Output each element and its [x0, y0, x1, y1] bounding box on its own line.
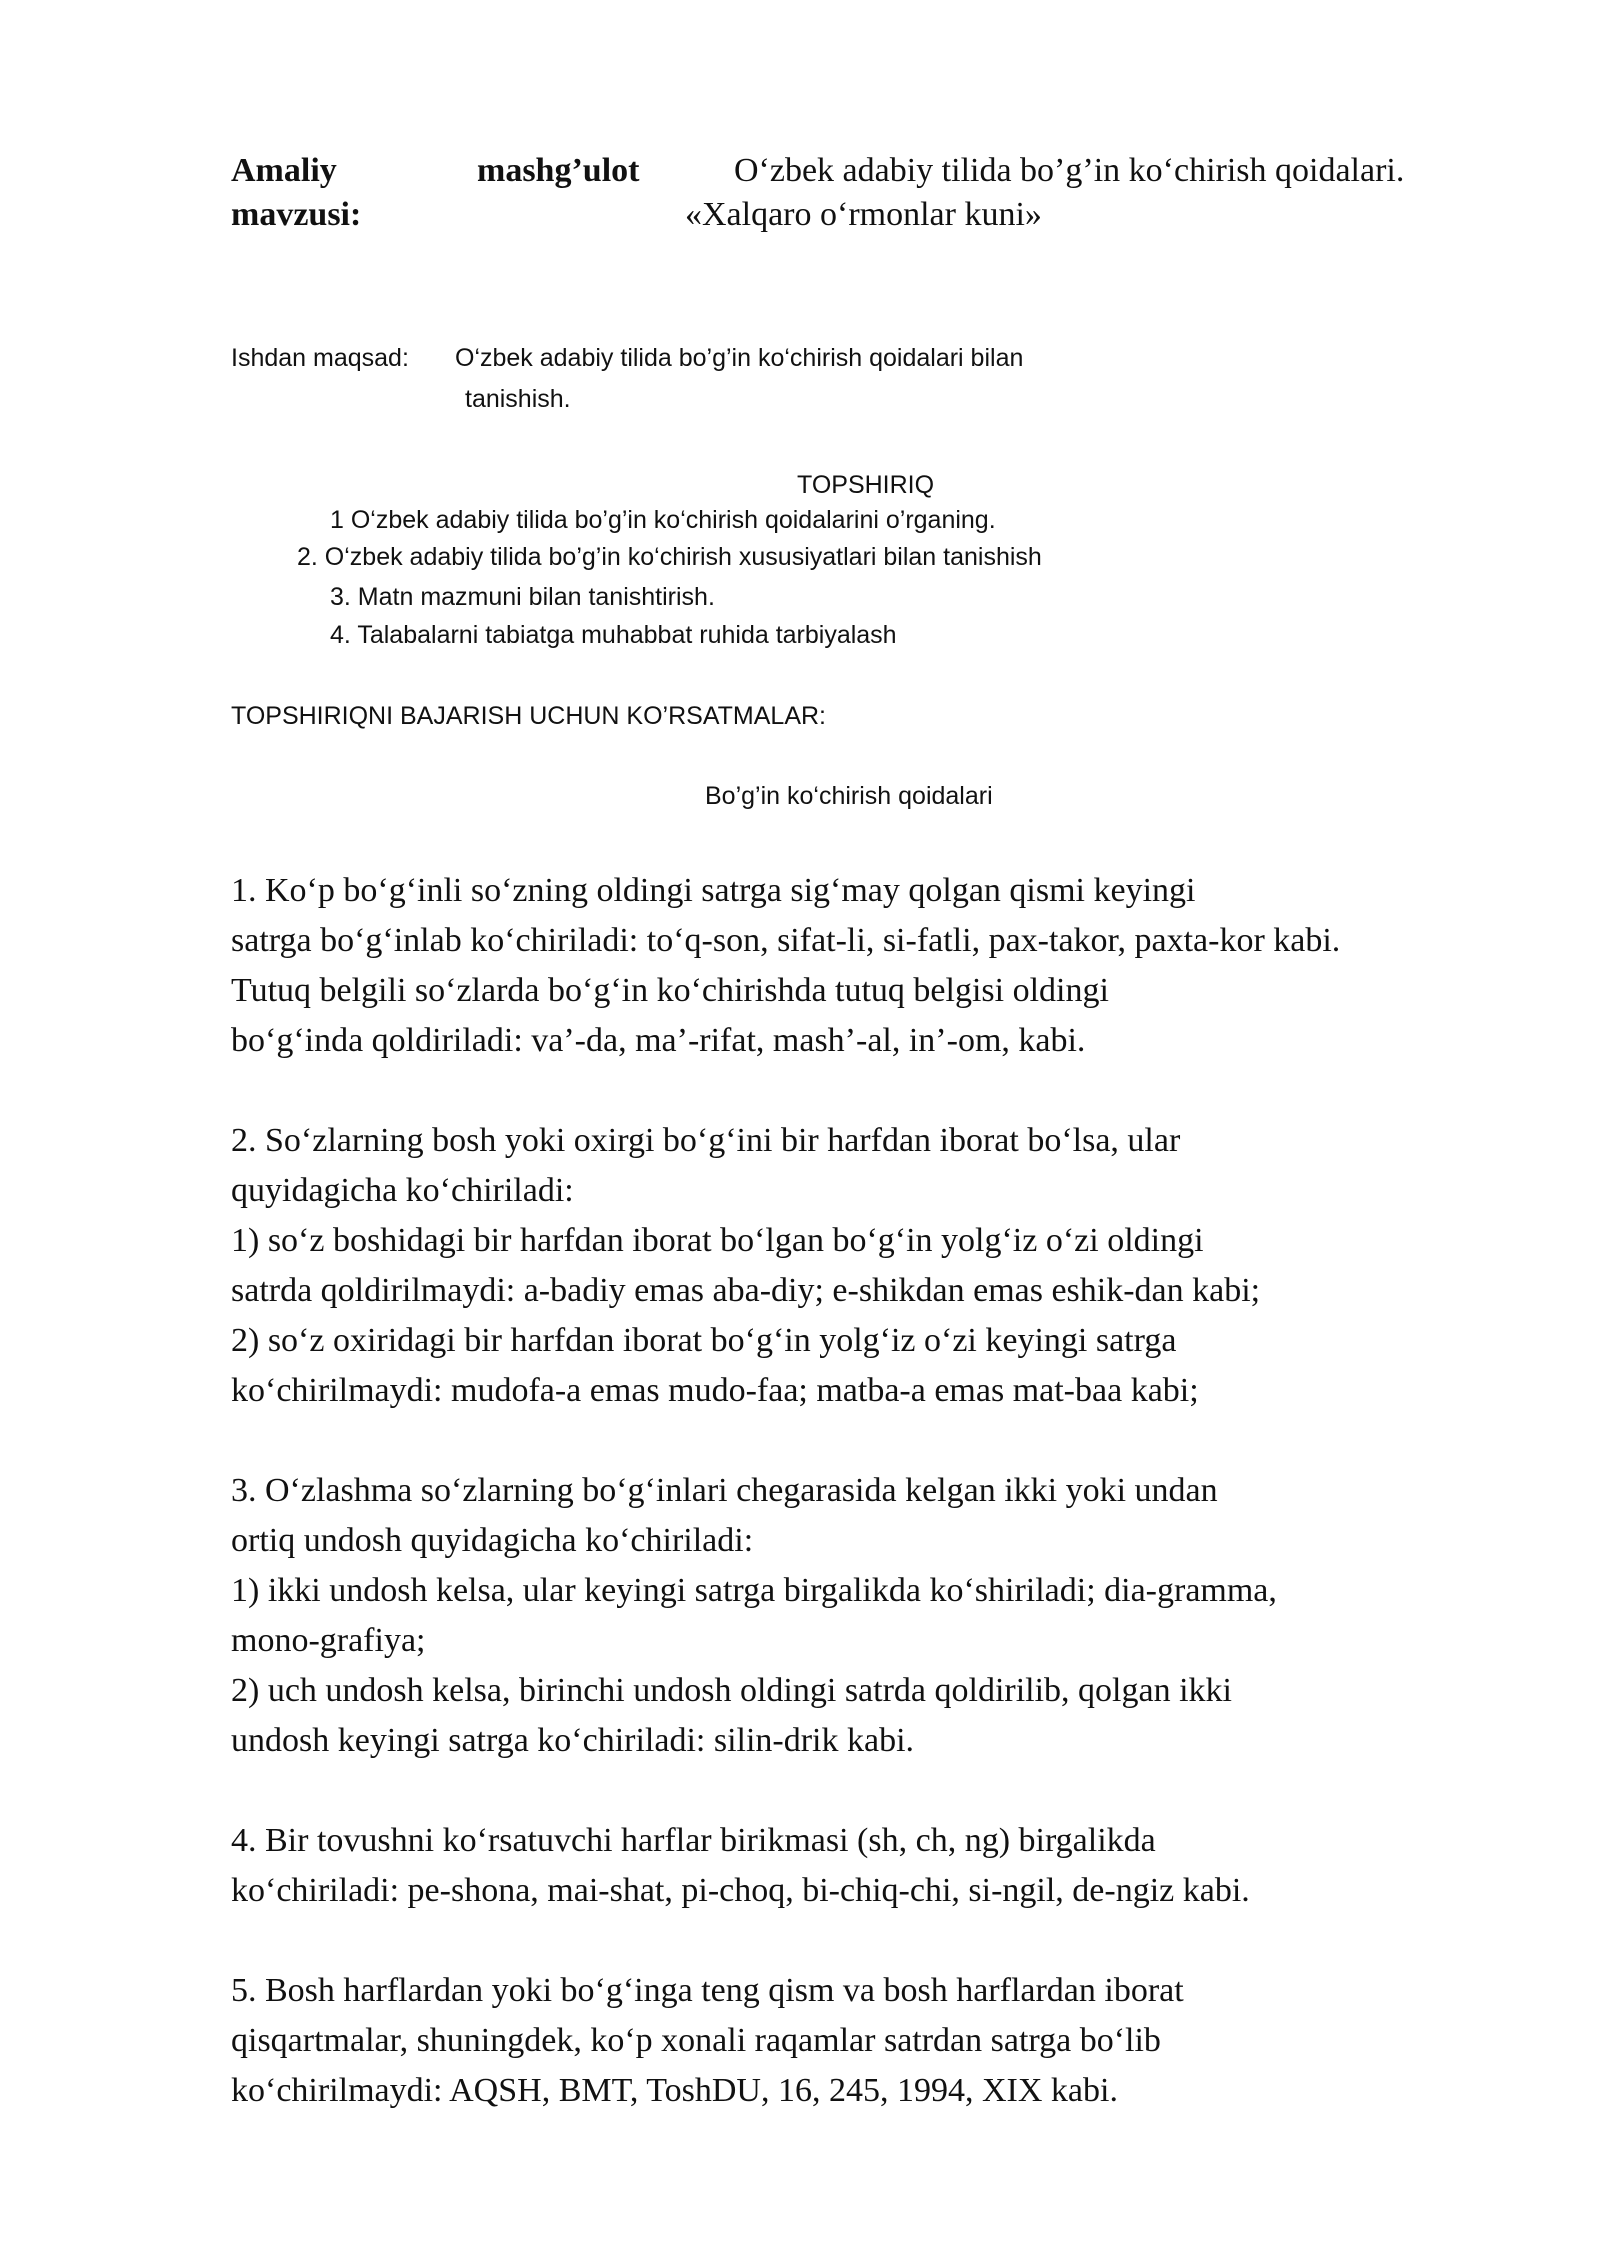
- goal-text-line-2: tanishish.: [465, 385, 571, 413]
- rule-line: 5. Bosh harflardan yoki bo‘g‘inga teng qism va bosh harflardan iborat: [231, 1972, 1184, 2009]
- rules-heading: Bo’g’in ko‘chirish qoidalari: [705, 782, 993, 810]
- rule-line: 2) uch undosh kelsa, birinchi undosh oldingi satrda qoldirilib, qolgan ikki: [231, 1672, 1232, 1709]
- rule-line: ko‘chirilmaydi: mudofa-a emas mudo-faa; matba-a emas mat-baa kabi;: [231, 1372, 1199, 1409]
- theme-title-line-1: O‘zbek adabiy tilida bo’g’in ko‘chirish qoidalari.: [734, 152, 1405, 189]
- rule-line: 1) so‘z boshidagi bir harfdan iborat bo‘lgan bo‘g‘in yolg‘iz o‘zi oldingi: [231, 1222, 1204, 1259]
- rule-line: ko‘chirilmaydi: AQSH, BMT, ToshDU, 16, 245, 1994, XIX kabi.: [231, 2072, 1118, 2109]
- rule-line: qisqartmalar, shuningdek, ko‘p xonali raqamlar satrdan satrga bo‘lib: [231, 2022, 1161, 2059]
- task-item-2: 2. O‘zbek adabiy tilida bo’g’in ko‘chirish xususiyatlari bilan tanishish: [297, 543, 1042, 571]
- theme-label-word-amaliy: Amaliy: [231, 152, 337, 189]
- rule-line: 2. So‘zlarning bosh yoki oxirgi bo‘g‘ini bir harfdan iborat bo‘lsa, ular: [231, 1122, 1181, 1159]
- rule-line: bo‘g‘inda qoldiriladi: va’-da, ma’-rifat, mash’-al, in’-om, kabi.: [231, 1022, 1086, 1059]
- theme-title-line-2: «Xalqaro o‘rmonlar kuni»: [685, 196, 1042, 233]
- rule-line: 3. O‘zlashma so‘zlarning bo‘g‘inlari chegarasida kelgan ikki yoki undan: [231, 1472, 1218, 1509]
- rule-line: Tutuq belgili so‘zlarda bo‘g‘in ko‘chirishda tutuq belgisi oldingi: [231, 972, 1109, 1009]
- rule-line: mono-grafiya;: [231, 1622, 426, 1659]
- rule-line: 4. Bir tovushni ko‘rsatuvchi harflar birikmasi (sh, ch, ng) birgalikda: [231, 1822, 1156, 1859]
- theme-label-word-mavzusi: mavzusi:: [231, 196, 362, 233]
- task-item-3: 3. Matn mazmuni bilan tanishtirish.: [330, 583, 715, 611]
- rule-line: quyidagicha ko‘chiriladi:: [231, 1172, 574, 1209]
- task-item-1: 1 O‘zbek adabiy tilida bo’g’in ko‘chirish qoidalarini o’rganing.: [330, 506, 996, 534]
- rule-line: 1) ikki undosh kelsa, ular keyingi satrga birgalikda ko‘shiriladi; dia-gramma,: [231, 1572, 1277, 1609]
- guide-heading: TOPSHIRIQNI BAJARISH UCHUN KO’RSATMALAR:: [231, 702, 826, 730]
- rule-line: undosh keyingi satrga ko‘chiriladi: silin-drik kabi.: [231, 1722, 915, 1759]
- rule-line: satrga bo‘g‘inlab ko‘chiriladi: to‘q-son, sifat-li, si-fatli, pax-takor, paxta-kor kabi.: [231, 922, 1341, 959]
- goal-text-line-1: O‘zbek adabiy tilida bo’g’in ko‘chirish qoidalari bilan: [455, 344, 1024, 372]
- goal-label: Ishdan maqsad:: [231, 344, 409, 372]
- rule-line: 1. Ko‘p bo‘g‘inli so‘zning oldingi satrga sig‘may qolgan qismi keyingi: [231, 872, 1196, 909]
- theme-label-word-mashgulot: mashg’ulot: [477, 152, 640, 189]
- rule-line: satrda qoldirilmaydi: a-badiy emas aba-diy; e-shikdan emas eshik-dan kabi;: [231, 1272, 1261, 1309]
- rule-line: 2) so‘z oxiridagi bir harfdan iborat bo‘g‘in yolg‘iz o‘zi keyingi satrga: [231, 1322, 1177, 1359]
- rule-line: ortiq undosh quyidagicha ko‘chiriladi:: [231, 1522, 754, 1559]
- task-item-4: 4. Talabalarni tabiatga muhabbat ruhida tarbiyalash: [330, 621, 897, 649]
- task-heading: TOPSHIRIQ: [797, 471, 935, 499]
- rule-line: ko‘chiriladi: pe-shona, mai-shat, pi-choq, bi-chiq-chi, si-ngil, de-ngiz kabi.: [231, 1872, 1250, 1909]
